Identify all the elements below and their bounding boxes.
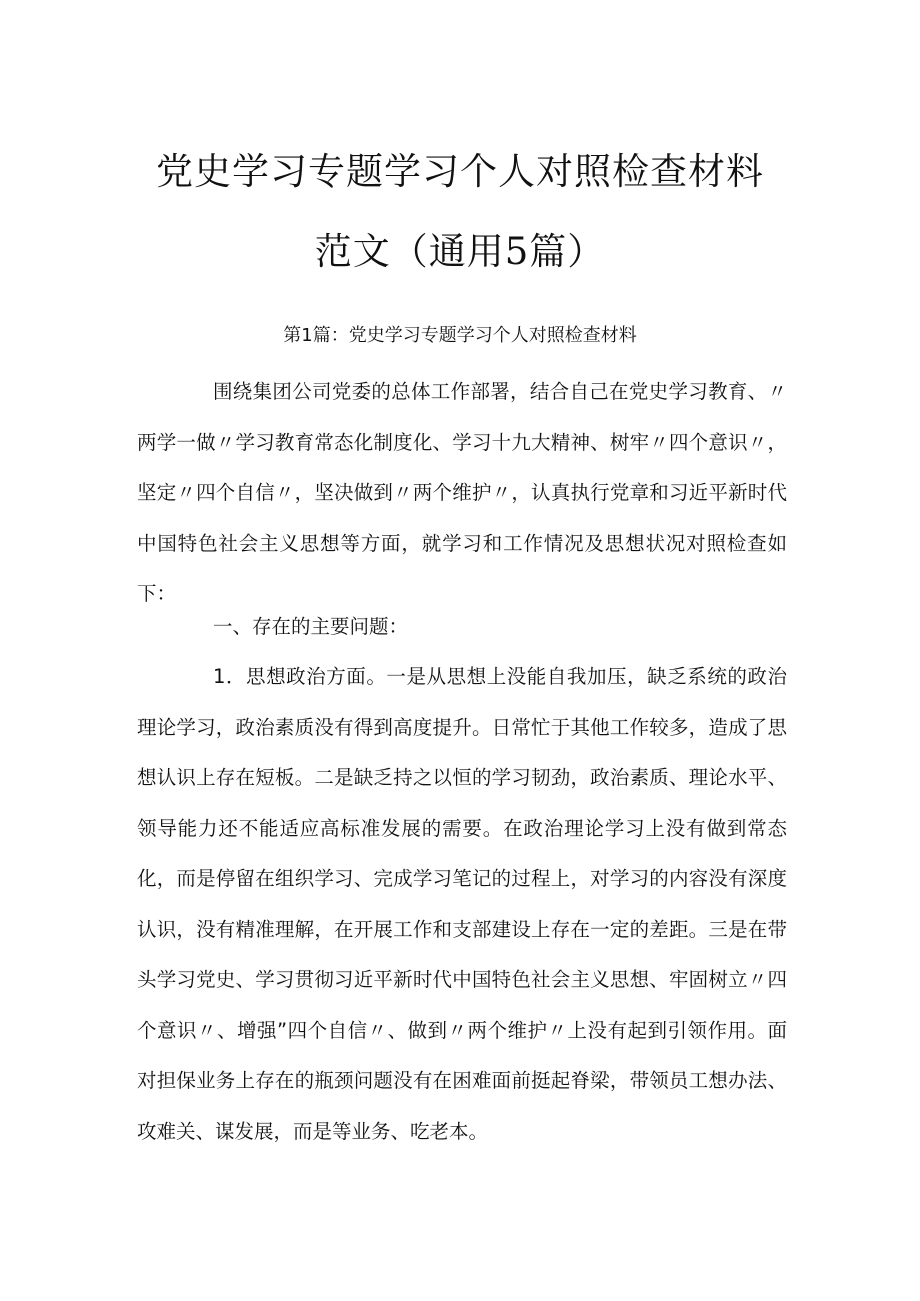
section-heading: 一、存在的主要问题：: [213, 615, 409, 638]
document-title-line1: 党史学习专题学习个人对照检查材料: [156, 150, 764, 193]
article-subtitle: 第1篇：党史学习专题学习个人对照检查材料: [283, 325, 637, 346]
document-title-line2: 范文（通用5篇）: [314, 230, 606, 273]
item-paragraph-1: 1．思想政治方面。一是从思想上没能自我加压，缺乏系统的政治理论学习，政治素质没有得到高度提升。日常忙于其他工作较多，造成了思想认识上存在短板。二是缺乏持之以恒的学习韧劲，政治素质、理论水平、领导能力还不能适应高标准发展的需要。在政治理论学习上没有做到常态化，而是停留在组织学习、完成学习笔记的过程上，对学习的内容没有深度认识，没有精准理解，在开展工作和支部建设上存在一定的差距。三是在带头学习党史、学习贯彻习近平新时代中国特色社会主义思想、牢固树立〃四个意识〃、增强”四个自信〃、做到〃两个维护〃上没有起到引领作用。面对担保业务上存在的瓶颈问题没有在困难面前挺起脊梁，带领员工想办法、攻难关、谋发展，而是等业务、吃老本。: [137, 665, 787, 1143]
intro-paragraph: 围绕集团公司党委的总体工作部署，结合自己在党史学习教育、〃两学一做〃学习教育常态化制度化、学习十九大精神、树牢〃四个意识〃，坚定〃四个自信〃，坚决做到〃两个维护〃，认真执行党章和习近平新时代中国特色社会主义思想等方面，就学习和工作情况及思想状况对照检查如下：: [137, 380, 787, 605]
